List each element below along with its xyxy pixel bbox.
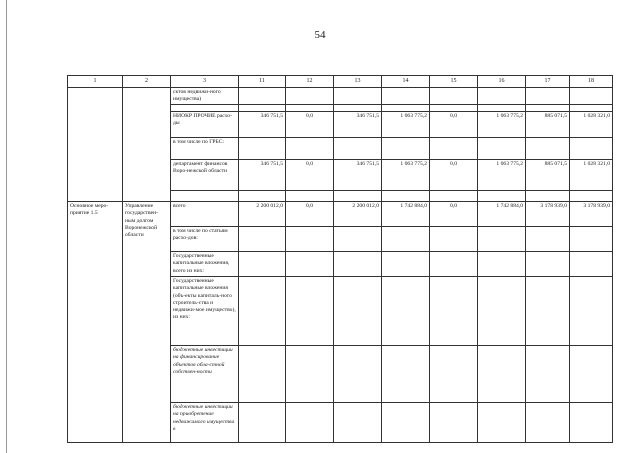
value-cell: 3 178 939,0: [526, 202, 570, 227]
value-cell: [382, 252, 430, 277]
row-label: в том числе по статьям расхо-дов:: [171, 227, 239, 252]
value-cell: [334, 88, 382, 105]
row-label: [171, 105, 239, 112]
value-cell: [430, 252, 478, 277]
value-cell: [526, 88, 570, 105]
value-cell: [478, 191, 526, 202]
value-cell: [570, 138, 613, 160]
value-cell: [286, 277, 334, 346]
value-cell: [478, 252, 526, 277]
value-cell: [430, 138, 478, 160]
value-cell: [286, 138, 334, 160]
cell-empty: [123, 88, 171, 202]
measure-name: Основное меро-приятие 1.5: [68, 202, 123, 443]
value-cell: [570, 252, 613, 277]
value-cell: 346 751,5: [239, 160, 286, 191]
value-cell: 2 200 012,0: [239, 202, 286, 227]
value-cell: [334, 138, 382, 160]
value-cell: [239, 88, 286, 105]
value-cell: [526, 105, 570, 112]
value-cell: [478, 346, 526, 403]
value-cell: [478, 138, 526, 160]
value-cell: [570, 105, 613, 112]
row-label: сктов недвижи-ного имущества): [171, 88, 239, 105]
scan-edge-line: [6, 0, 7, 453]
value-cell: 346 751,5: [334, 112, 382, 138]
page-number: 54: [314, 29, 326, 41]
value-cell: [382, 105, 430, 112]
value-cell: [526, 403, 570, 443]
value-cell: [334, 191, 382, 202]
value-cell: [570, 227, 613, 252]
budget-table: [67, 75, 613, 443]
value-cell: 3 178 939,0: [570, 202, 613, 227]
value-cell: [334, 105, 382, 112]
value-cell: 1 742 884,0: [382, 202, 430, 227]
value-cell: [478, 277, 526, 346]
value-cell: 0,0: [286, 160, 334, 191]
row-label: департамент финансов Воро-нежской области: [171, 160, 239, 191]
column-header: 16: [478, 76, 526, 88]
value-cell: [382, 346, 430, 403]
value-cell: 1 063 775,2: [478, 160, 526, 191]
value-cell: [382, 277, 430, 346]
value-cell: [526, 138, 570, 160]
value-cell: [478, 105, 526, 112]
value-cell: [570, 277, 613, 346]
value-cell: [526, 227, 570, 252]
value-cell: [526, 252, 570, 277]
cell-empty: [68, 88, 123, 202]
value-cell: [478, 88, 526, 105]
table-row: [68, 88, 613, 105]
value-cell: [382, 88, 430, 105]
value-cell: 346 751,5: [239, 112, 286, 138]
value-cell: [526, 191, 570, 202]
value-cell: [382, 227, 430, 252]
value-cell: [239, 138, 286, 160]
value-cell: [478, 403, 526, 443]
value-cell: [382, 403, 430, 443]
column-header: 2: [123, 76, 171, 88]
value-cell: [430, 88, 478, 105]
value-cell: 885 071,5: [526, 112, 570, 138]
row-label: всего: [171, 202, 239, 227]
row-label: Государственные капитальные вложения, всего из них:: [171, 252, 239, 277]
row-label: бюджетные инвестиции на приобретение недвижимого имущества в: [171, 403, 239, 443]
value-cell: [334, 277, 382, 346]
value-cell: [239, 277, 286, 346]
value-cell: [430, 227, 478, 252]
value-cell: 1 028 321,0: [570, 112, 613, 138]
value-cell: 1 063 775,2: [382, 112, 430, 138]
value-cell: [239, 191, 286, 202]
table-header-row: [68, 76, 613, 88]
value-cell: [526, 346, 570, 403]
value-cell: [286, 346, 334, 403]
column-header: 13: [334, 76, 382, 88]
value-cell: [430, 277, 478, 346]
value-cell: [239, 346, 286, 403]
value-cell: [478, 227, 526, 252]
value-cell: [239, 252, 286, 277]
value-cell: 1 028 321,0: [570, 160, 613, 191]
value-cell: 1 063 775,2: [382, 160, 430, 191]
column-header: 17: [526, 76, 570, 88]
value-cell: 0,0: [430, 112, 478, 138]
value-cell: [239, 403, 286, 443]
value-cell: [286, 105, 334, 112]
value-cell: [430, 105, 478, 112]
row-label: НИОКР ПРОЧИЕ расхо-ды: [171, 112, 239, 138]
value-cell: [286, 191, 334, 202]
value-cell: [239, 227, 286, 252]
value-cell: [430, 346, 478, 403]
value-cell: [286, 227, 334, 252]
value-cell: 0,0: [430, 160, 478, 191]
row-label: бюджетные инвестиции на финансирование объектов обла-стной собствен-ности: [171, 346, 239, 403]
value-cell: [334, 403, 382, 443]
value-cell: [526, 277, 570, 346]
column-header: 15: [430, 76, 478, 88]
column-header: 11: [239, 76, 286, 88]
value-cell: [382, 138, 430, 160]
column-header: 18: [570, 76, 613, 88]
column-header: 1: [68, 76, 123, 88]
value-cell: 885 071,5: [526, 160, 570, 191]
value-cell: [382, 191, 430, 202]
column-header: 14: [382, 76, 430, 88]
value-cell: 1 742 884,0: [478, 202, 526, 227]
row-label: в том числе по ГРБС:: [171, 138, 239, 160]
value-cell: [286, 252, 334, 277]
measure-description: Управление государствен-ным долгом Воронежской области: [123, 202, 171, 443]
column-header: 12: [286, 76, 334, 88]
row-label: [171, 191, 239, 202]
value-cell: 0,0: [286, 202, 334, 227]
value-cell: 346 751,5: [334, 160, 382, 191]
value-cell: [239, 105, 286, 112]
value-cell: 0,0: [430, 202, 478, 227]
value-cell: 0,0: [286, 112, 334, 138]
column-header: 3: [171, 76, 239, 88]
value-cell: 2 200 012,0: [334, 202, 382, 227]
value-cell: [286, 88, 334, 105]
row-label: Государственные капитальные вложения (объ-екты капиталь-ного строитель-ства и недвижи-мое имущество), из них:: [171, 277, 239, 346]
value-cell: [430, 403, 478, 443]
value-cell: [334, 227, 382, 252]
value-cell: 1 063 775,2: [478, 112, 526, 138]
value-cell: [334, 346, 382, 403]
value-cell: [430, 191, 478, 202]
table-row: [68, 202, 613, 227]
value-cell: [570, 88, 613, 105]
value-cell: [570, 346, 613, 403]
value-cell: [286, 403, 334, 443]
value-cell: [334, 252, 382, 277]
value-cell: [570, 191, 613, 202]
value-cell: [570, 403, 613, 443]
